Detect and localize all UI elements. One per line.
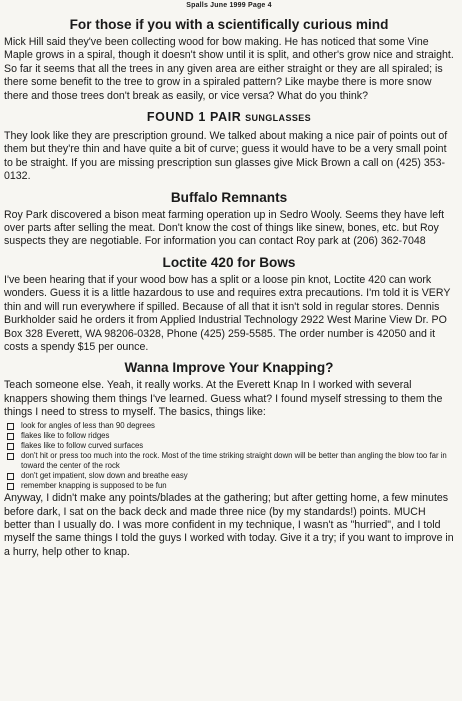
title-part-1: FOUND 1 PAIR — [146, 110, 242, 125]
page-header: Spalls June 1999 Page 4 — [186, 2, 272, 9]
checkbox-icon — [7, 443, 14, 450]
section-loctite — [4, 255, 454, 354]
section-knapping — [4, 360, 454, 559]
checkbox-icon — [7, 453, 14, 460]
checkbox-icon — [7, 433, 14, 440]
section-body: I've been hearing that if your wood bow has a split or a loose pin knot, Loctite 420 can work wonders. Guess it is a little hazardous to use and requires extra precautions. I'm told it is VERY thin and will run everywhere if spilled. Because of all that it isn't sold in regular stores. Dennis Burkholder said he orders it from Applied Industrial Technology 2922 West Marine View Dr. PO Box 328 Everett, WA 98206-0328, Phone (425) 259-5585. The order number is 42050 and it costs a spendy $15 per ounce. — [4, 273, 451, 353]
section-body: Mick Hill said they've been collecting wood for bow making. He has noticed that some Vine Maple grows in a spiral, though it doesn't show until it is split, and other's grow nice and straight. So far it seems that all the trees in any given area are either straight or they are all spiraled; is there some benefit to the tree to grow in a spiraled pattern? Like maybe there is more snow there and those trees don't break as easily, or vice versa? What do you think? — [4, 36, 454, 102]
checkbox-icon — [7, 423, 14, 430]
list-item: remember knapping is supposed to be fun — [4, 481, 454, 491]
section-title: Buffalo Remnants — [170, 189, 288, 205]
section-body: Teach someone else. Yeah, it really works. At the Everett Knap In I worked with several knappers showing them things I've learned. Guess what? I found myself stressing to them the things I need to stress to myself. The basics, things like: — [4, 379, 443, 419]
section-closing: Anyway, I didn't make any points/blades at the gathering; but after getting home, a few minutes before dark, I sat on the back deck and made three nice (by my standards!) points. MUCH better than I usually do. I was more confident in my technique, I wasn't as "hurried", and I told myself the same things I told the guys I worked with today. Give it a try; if you want to improve in a hurry, help other to knap. — [4, 492, 454, 558]
list-item: flakes like to follow ridges — [4, 431, 454, 441]
list-item: flakes like to follow curved surfaces — [4, 441, 454, 451]
section-body: Roy Park discovered a bison meat farming operation up in Sedro Wooly. Seems they have left over parts after selling the meat. Don't know the cost of things like sinew, bones, etc. but Roy suspects they are negotiable. For information you can contact Roy park at (206) 362-7048 — [4, 208, 445, 248]
section-title — [4, 109, 454, 126]
section-title: For those if you with a scientifically curious mind — [69, 17, 389, 32]
checkbox-icon — [7, 473, 14, 480]
section-body: They look like they are prescription ground. We talked about making a nice pair of points out of them but they're thin and have quite a bit of curve; guess it would have to be a very small point to be straight. If you are missing prescription sun glasses give Mick Brown a call on (425) 353-0132. — [4, 130, 448, 183]
section-found-sunglasses — [4, 109, 454, 184]
tips-list — [4, 421, 454, 492]
list-item: don't hit or press too much into the rock. Most of the time striking straight down will be better than angling the blow too far in toward the center of the rock — [4, 451, 454, 471]
list-item: don't get impatient, slow down and breathe easy — [4, 471, 454, 481]
section-buffalo-remnants — [4, 190, 454, 249]
checkbox-icon — [7, 483, 14, 490]
section-curious-mind — [4, 17, 454, 103]
title-part-2: SUNGLASSES — [245, 113, 312, 124]
section-title: Wanna Improve Your Knapping? — [124, 360, 334, 376]
section-title: Loctite 420 for Bows — [162, 254, 296, 270]
list-item: look for angles of less than 90 degrees — [4, 421, 454, 431]
